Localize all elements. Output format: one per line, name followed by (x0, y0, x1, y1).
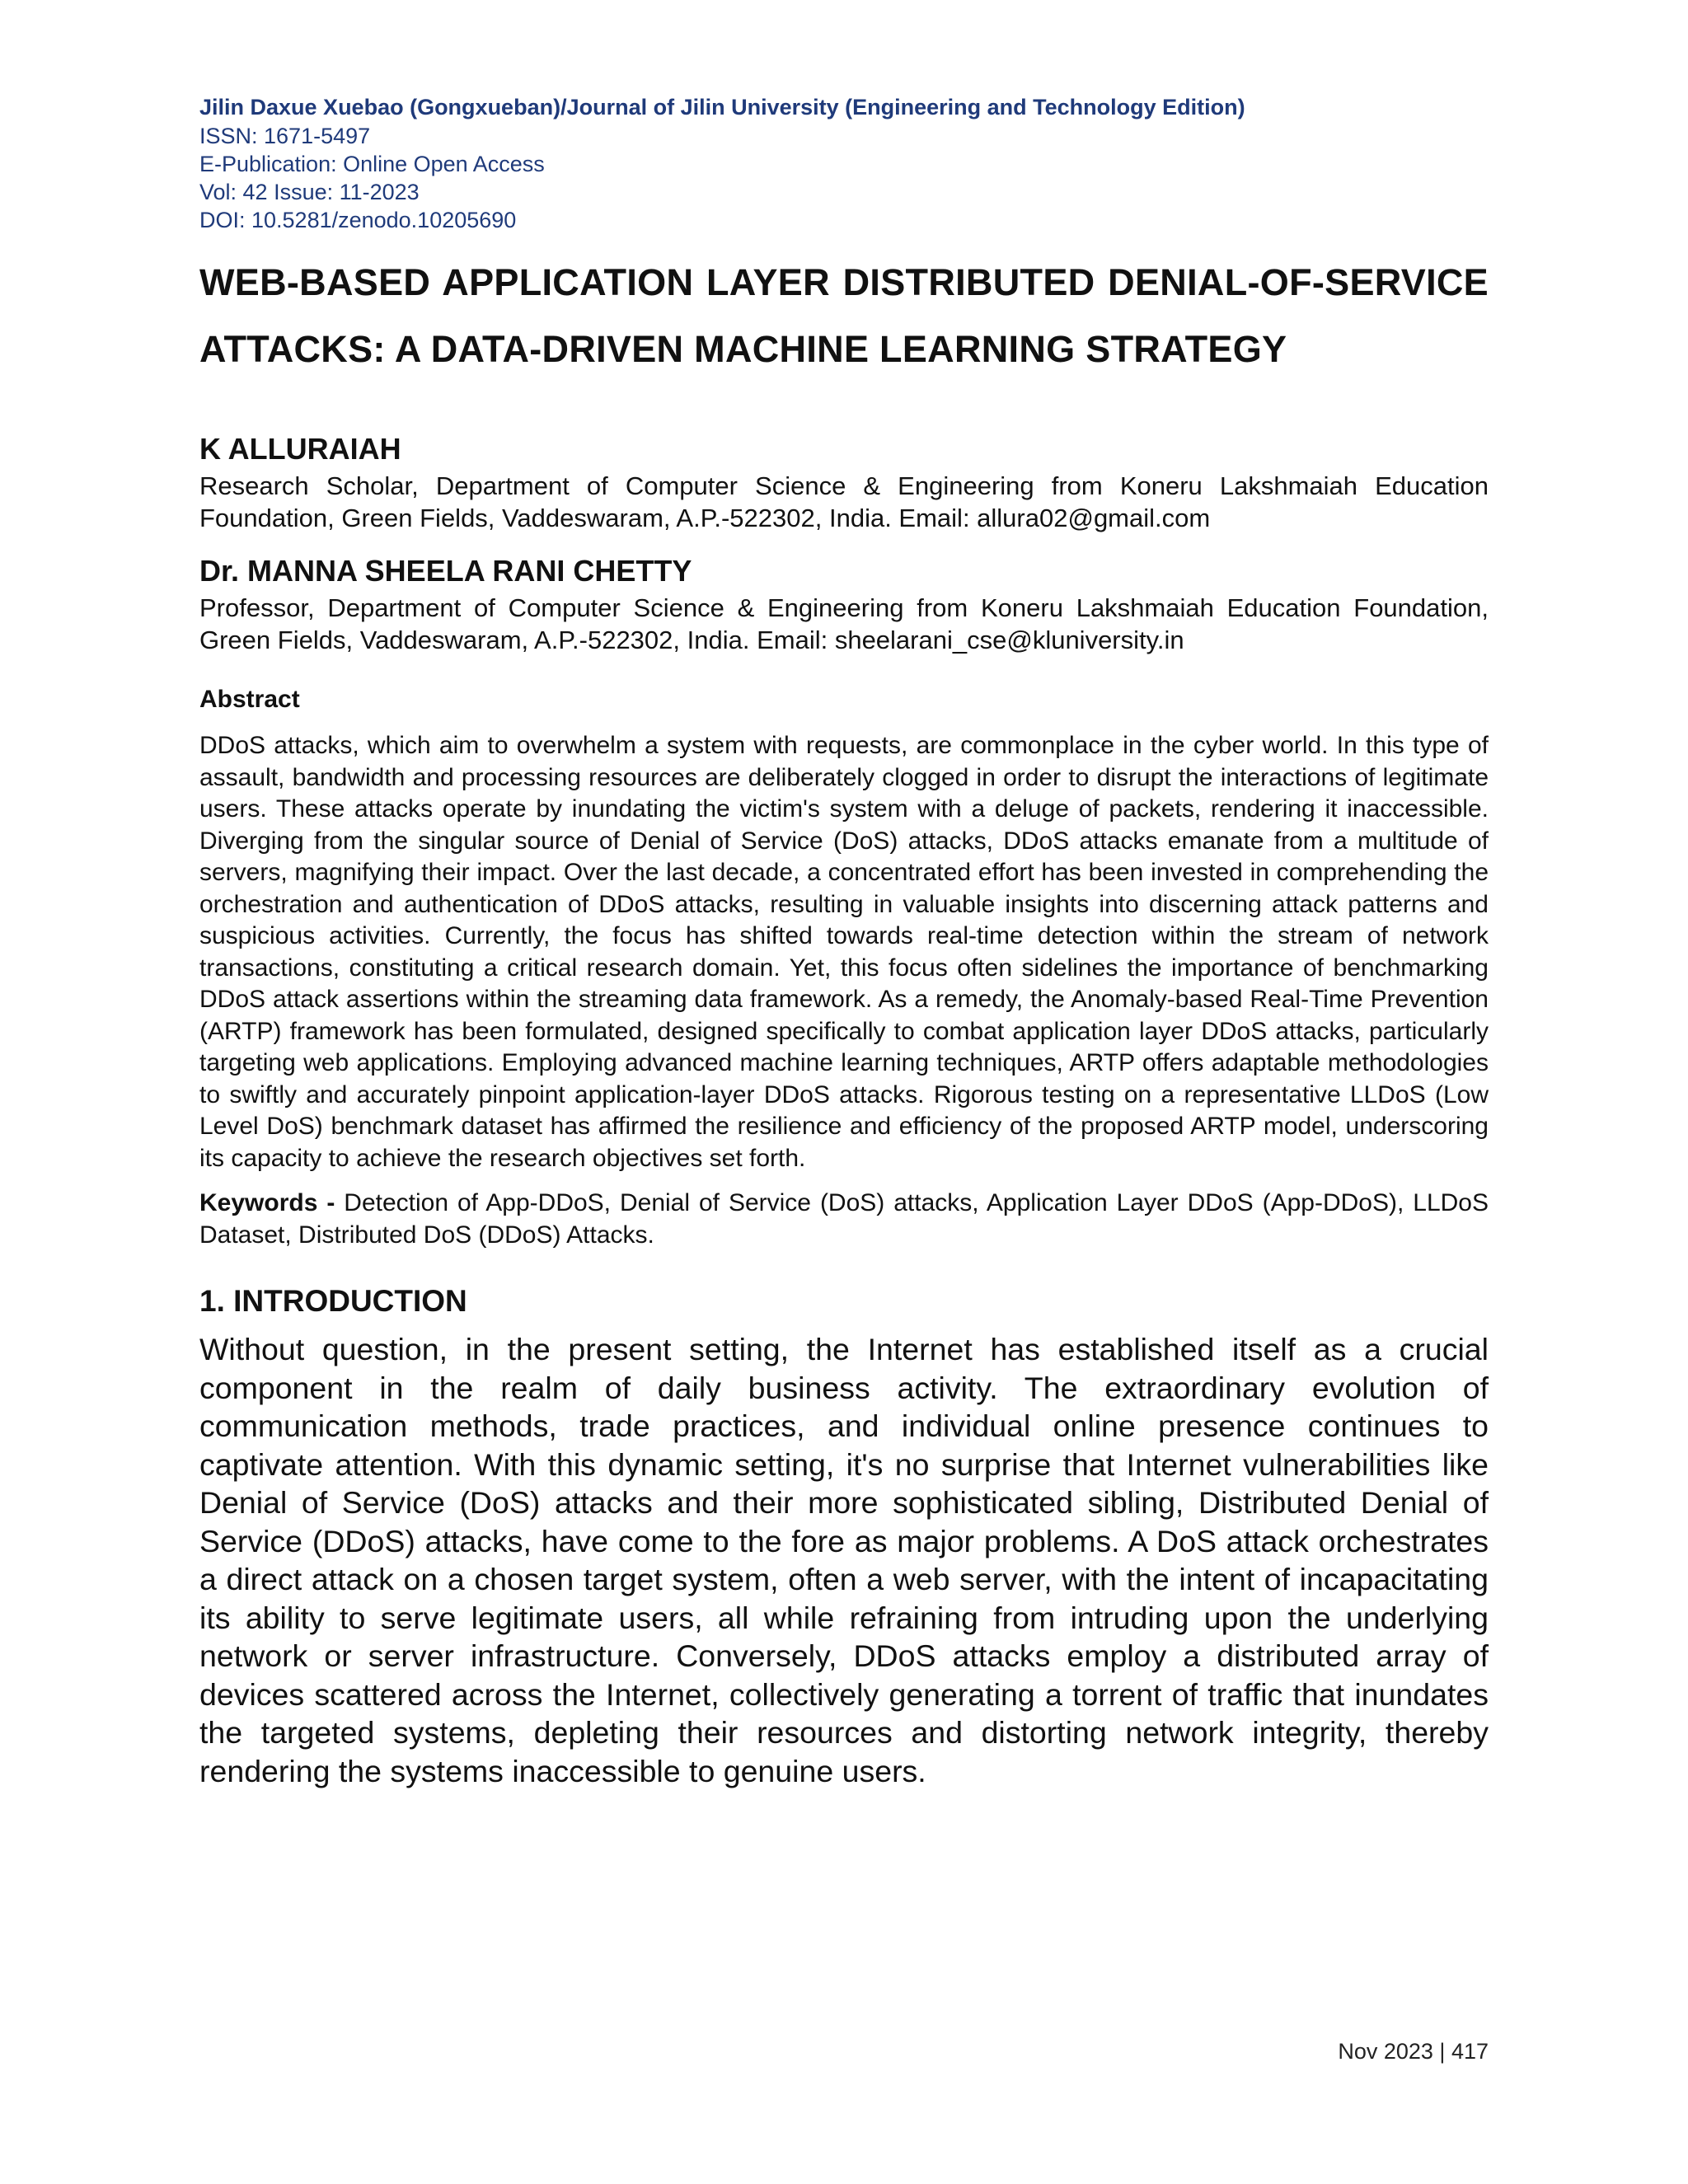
journal-volume: Vol: 42 Issue: 11-2023 (199, 180, 420, 204)
author-affiliation: Professor, Department of Computer Science & Engineering from Koneru Lakshmaiah Education Foundation, Green Fields, Vaddeswaram, A.P.-522302, India. Email: sheelarani_cse@kluniversity.in (199, 593, 1489, 654)
author-affiliation: Research Scholar, Department of Computer Science & Engineering from Koneru Lakshmaiah Education Foundation, Green Fields, Vaddeswaram, A.P.-522302, India. Email: allura02@gmail.com (199, 471, 1489, 532)
journal-doi: DOI: 10.5281/zenodo.10205690 (199, 208, 517, 232)
author-block-2 (199, 552, 1489, 656)
page-footer: Nov 2023 | 417 (1338, 2039, 1489, 2064)
paper-page (199, 92, 1489, 1790)
author-name: K ALLURAIAH (199, 432, 401, 466)
author-name: Dr. MANNA SHEELA RANI CHETTY (199, 554, 692, 588)
journal-header (199, 92, 1489, 234)
keywords-label: Keywords - (199, 1189, 345, 1216)
introduction-text: Without question, in the present setting, the Internet has established itself as a crucial component in the realm of daily business activity. The extraordinary evolution of communication methods, trade practices, and individual online presence continues to captivate attention. With this dynamic setting, it's no surprise that Internet vulnerabilities like Denial of Service (DoS) attacks and their more sophisticated sibling, Distributed Denial of Service (DDoS) attacks, have come to the fore as major problems. A DoS attack orchestrates a direct attack on a chosen target system, often a web server, with the intent of incapacitating its ability to serve legitimate users, all while refraining from intruding upon the underlying network or server infrastructure. Conversely, DDoS attacks employ a distributed array of devices scattered across the Internet, collectively generating a torrent of traffic that inundates the targeted systems, depleting their resources and distorting network integrity, thereby rendering the systems inaccessible to genuine users. (199, 1332, 1489, 1788)
abstract-text: DDoS attacks, which aim to overwhelm a system with requests, are commonplace in the cyber world. In this type of assault, bandwidth and processing resources are deliberately clogged in order to disrupt the interactions of legitimate users. These attacks operate by inundating the victim's system with a deluge of packets, rendering it inaccessible. Diverging from the singular source of Denial of Service (DoS) attacks, DDoS attacks emanate from a multitude of servers, magnifying their impact. Over the last decade, a concentrated effort has been invested in comprehending the orchestration and authentication of DDoS attacks, resulting in valuable insights into discerning attack patterns and suspicious activities. Currently, the focus has shifted towards real-time detection within the stream of network transactions, constituting a critical research domain. Yet, this focus often sidelines the importance of benchmarking DDoS attack assertions within the streaming data framework. As a remedy, the Anomaly-based Real-Time Prevention (ARTP) framework has been formulated, designed specifically to combat application layer DDoS attacks, particularly targeting web applications. Employing advanced machine learning techniques, ARTP offers adaptable methodologies to swiftly and accurately pinpoint application-layer DDoS attacks. Rigorous testing on a representative LLDoS (Low Level DoS) benchmark dataset has affirmed the resilience and efficiency of the proposed ARTP model, underscoring its capacity to achieve the research objectives set forth. (199, 732, 1489, 1172)
keywords (199, 1188, 1489, 1251)
section-heading-introduction: 1. INTRODUCTION (199, 1284, 467, 1318)
paper-title: WEB-BASED APPLICATION LAYER DISTRIBUTED DENIAL-OF-SERVICE ATTACKS: A DATA-DRIVEN MACHINE LEARNING STRATEGY (199, 261, 1489, 370)
journal-issn: ISSN: 1671-5497 (199, 124, 371, 148)
journal-title: Jilin Daxue Xuebao (Gongxueban)/Journal of Jilin University (Engineering and Technology Edition) (199, 95, 1245, 120)
author-block-1 (199, 430, 1489, 534)
keywords-text: Detection of App-DDoS, Denial of Service (DoS) attacks, Application Layer DDoS (App-DDoS), LLDoS Dataset, Distributed DoS (DDoS) Attacks. (199, 1189, 1489, 1249)
journal-publication: E-Publication: Online Open Access (199, 152, 545, 176)
abstract-heading: Abstract (199, 686, 300, 713)
